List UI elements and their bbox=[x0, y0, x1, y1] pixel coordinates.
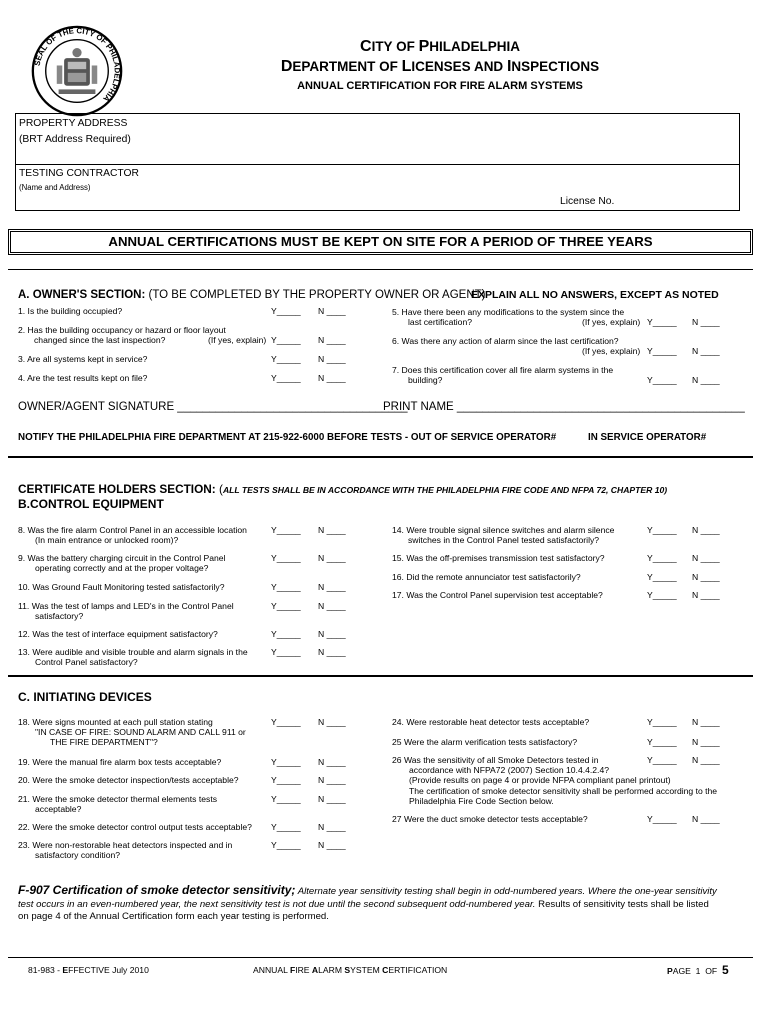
question-24: 24. Were restorable heat detector tests acceptable? bbox=[392, 717, 590, 727]
question-20: 20. Were the smoke detector inspection/tests acceptable? bbox=[18, 775, 239, 785]
form-title: ANNUAL CERTIFICATION FOR FIRE ALARM SYSTEMS bbox=[297, 80, 583, 92]
question-4: 4. Are the test results kept on file? bbox=[18, 373, 148, 383]
footer-form-number: 81-983 - EFFECTIVE July 2010 bbox=[28, 965, 149, 975]
q10-yes[interactable]: Y_____ bbox=[271, 582, 301, 592]
question-14: 14. Were trouble signal silence switches and alarm silence bbox=[392, 525, 615, 535]
question-10: 10. Was Ground Fault Monitoring tested satisfactorily? bbox=[18, 582, 225, 592]
question-27: 27 Were the duct smoke detector tests acceptable? bbox=[392, 814, 588, 824]
question-2-explain: (If yes, explain) bbox=[208, 335, 267, 345]
cert-section-title: CERTIFICATE HOLDERS SECTION: (ALL TESTS SHALL BE IN ACCORDANCE WITH THE PHILADELPHIA FIRE CODE AND NFPA 72, CHAPTER 10) bbox=[18, 482, 668, 496]
q3-no[interactable]: N ____ bbox=[318, 354, 346, 364]
q21-no[interactable]: N ____ bbox=[318, 794, 346, 804]
q4-yes[interactable]: Y_____ bbox=[271, 373, 301, 383]
question-23: 23. Were non-restorable heat detectors inspected and in bbox=[18, 840, 233, 850]
footer-divider bbox=[8, 957, 753, 958]
question-9-cont: operating correctly and at the proper voltage? bbox=[35, 563, 209, 573]
q21-yes[interactable]: Y_____ bbox=[271, 794, 301, 804]
q17-yes[interactable]: Y_____ bbox=[647, 590, 677, 600]
testing-contractor-label: TESTING CONTRACTOR bbox=[19, 168, 139, 179]
q27-no[interactable]: N ____ bbox=[692, 814, 720, 824]
header-department: DEPARTMENT OF LICENSES AND INSPECTIONS bbox=[280, 58, 600, 75]
q10-no[interactable]: N ____ bbox=[318, 582, 346, 592]
q6-yes[interactable]: Y_____ bbox=[647, 346, 677, 356]
q20-no[interactable]: N ____ bbox=[318, 775, 346, 785]
q11-yes[interactable]: Y_____ bbox=[271, 601, 301, 611]
question-25: 25 Were the alarm verification tests satisfactory? bbox=[392, 737, 578, 747]
q5-yes[interactable]: Y_____ bbox=[647, 317, 677, 327]
q13-no[interactable]: N ____ bbox=[318, 647, 346, 657]
city-seal-logo bbox=[31, 25, 123, 117]
q3-yes[interactable]: Y_____ bbox=[271, 354, 301, 364]
q17-no[interactable]: N ____ bbox=[692, 590, 720, 600]
q19-no[interactable]: N ____ bbox=[318, 757, 346, 767]
q13-yes[interactable]: Y_____ bbox=[271, 647, 301, 657]
question-2-cont: changed since the last inspection? bbox=[34, 335, 166, 345]
property-address-label: PROPERTY ADDRESS bbox=[19, 118, 128, 129]
q12-no[interactable]: N ____ bbox=[318, 629, 346, 639]
notify-fire-dept: NOTIFY THE PHILADELPHIA FIRE DEPARTMENT AT 215-922-6000 BEFORE TESTS - OUT OF SERVICE OPERATOR# bbox=[18, 432, 557, 443]
question-18: 18. Were signs mounted at each pull station stating bbox=[18, 717, 213, 727]
header-city: CITY OF PHILADELPHIA bbox=[360, 38, 520, 55]
question-5-explain: (If yes, explain) bbox=[582, 317, 641, 327]
q25-yes[interactable]: Y_____ bbox=[647, 737, 677, 747]
control-equipment-title: B.CONTROL EQUIPMENT bbox=[18, 497, 164, 511]
question-8-cont: (In main entrance or unlocked room)? bbox=[35, 535, 179, 545]
question-7: 7. Does this certification cover all fire alarm systems in the bbox=[392, 365, 614, 375]
banner-text: ANNUAL CERTIFICATIONS MUST BE KEPT ON SITE FOR A PERIOD OF THREE YEARS bbox=[108, 234, 653, 249]
question-26-cert-note2: Philadelphia Fire Code Section below. bbox=[409, 796, 554, 806]
q15-no[interactable]: N ____ bbox=[692, 553, 720, 563]
question-1: 1. Is the building occupied? bbox=[18, 306, 123, 316]
question-13: 13. Were audible and visible trouble and alarm signals in the bbox=[18, 647, 248, 657]
q4-no[interactable]: N ____ bbox=[318, 373, 346, 383]
section-divider bbox=[8, 675, 753, 677]
section-divider bbox=[8, 456, 753, 458]
question-18-cont: "IN CASE OF FIRE: SOUND ALARM AND CALL 911 or bbox=[35, 727, 246, 737]
question-8: 8. Was the fire alarm Control Panel in an accessible location bbox=[18, 525, 247, 535]
f907-note-line2: test occurs in an even-numbered year, the next sensitivity test is not due until the second subsequent odd-numbered year. Results of sensitivity tests shall be listed bbox=[18, 899, 709, 910]
q18-no[interactable]: N ____ bbox=[318, 717, 346, 727]
question-22: 22. Were the smoke detector control output tests acceptable? bbox=[18, 822, 252, 832]
question-2: 2. Has the building occupancy or hazard or floor layout bbox=[18, 325, 226, 335]
q6-no[interactable]: N ____ bbox=[692, 346, 720, 356]
q26-no[interactable]: N ____ bbox=[692, 755, 720, 765]
question-26-provide: (Provide results on page 4 or provide NFPA compliant panel printout) bbox=[409, 775, 671, 785]
question-16: 16. Did the remote annunciator test satisfactorily? bbox=[392, 572, 581, 582]
question-12: 12. Was the test of interface equipment satisfactory? bbox=[18, 629, 218, 639]
q20-yes[interactable]: Y_____ bbox=[271, 775, 301, 785]
q5-no[interactable]: N ____ bbox=[692, 317, 720, 327]
f907-note-line3: on page 4 of the Annual Certification form each year testing is performed. bbox=[18, 911, 329, 922]
q14-no[interactable]: N ____ bbox=[692, 525, 720, 535]
question-17: 17. Was the Control Panel supervision test acceptable? bbox=[392, 590, 603, 600]
footer-page-number: PAGE 1 OF 5 bbox=[667, 963, 729, 977]
q8-no[interactable]: N ____ bbox=[318, 525, 346, 535]
question-11: 11. Was the test of lamps and LED's in the Control Panel bbox=[18, 601, 234, 611]
in-service-operator: IN SERVICE OPERATOR# bbox=[588, 432, 707, 443]
q25-no[interactable]: N ____ bbox=[692, 737, 720, 747]
question-5-cont: last certification? bbox=[408, 317, 473, 327]
q23-yes[interactable]: Y_____ bbox=[271, 840, 301, 850]
question-21-cont: acceptable? bbox=[35, 804, 82, 814]
q15-yes[interactable]: Y_____ bbox=[647, 553, 677, 563]
q14-yes[interactable]: Y_____ bbox=[647, 525, 677, 535]
question-6: 6. Was there any action of alarm since the last certification? bbox=[392, 336, 619, 346]
question-26-cert-note: The certification of smoke detector sensitivity shall be performed according to the bbox=[409, 786, 718, 796]
question-15: 15. Was the off-premises transmission test satisfactory? bbox=[392, 553, 605, 563]
f907-note: F-907 Certification of smoke detector sensitivity; Alternate year sensitivity testing shall begin in odd-numbered years. Where the one-year sensitivity bbox=[18, 883, 717, 897]
svg-text:SEAL OF THE CITY OF PHILADELPH: SEAL OF THE CITY OF PHILADELPHIA bbox=[32, 26, 122, 104]
owner-section-title: A. OWNER'S SECTION: (TO BE COMPLETED BY THE PROPERTY OWNER OR AGENT) bbox=[18, 289, 486, 301]
question-13-cont: Control Panel satisfactory? bbox=[35, 657, 138, 667]
divider bbox=[8, 269, 753, 270]
footer-title: ANNUAL FIRE ALARM SYSTEM CERTIFICATION bbox=[253, 965, 448, 975]
q27-yes[interactable]: Y_____ bbox=[647, 814, 677, 824]
question-3: 3. Are all systems kept in service? bbox=[18, 354, 148, 364]
q1-yes[interactable]: Y_____ bbox=[271, 306, 301, 316]
q18-yes[interactable]: Y_____ bbox=[271, 717, 301, 727]
question-23-cont: satisfactory condition? bbox=[35, 850, 121, 860]
q19-yes[interactable]: Y_____ bbox=[271, 757, 301, 767]
q7-yes[interactable]: Y_____ bbox=[647, 375, 677, 385]
question-11-cont: satisfactory? bbox=[35, 611, 84, 621]
q22-no[interactable]: N ____ bbox=[318, 822, 346, 832]
question-19: 19. Were the manual fire alarm box tests acceptable? bbox=[18, 757, 222, 767]
q16-no[interactable]: N ____ bbox=[692, 572, 720, 582]
retention-banner bbox=[8, 229, 753, 255]
q8-yes[interactable]: Y_____ bbox=[271, 525, 301, 535]
q2-yes[interactable]: Y_____ bbox=[271, 335, 301, 345]
question-26: 26 Was the sensitivity of all Smoke Detectors tested in bbox=[392, 755, 599, 765]
initiating-devices-title: C. INITIATING DEVICES bbox=[18, 690, 152, 704]
q7-no[interactable]: N ____ bbox=[692, 375, 720, 385]
question-26-cont: accordance with NFPA72 (2007) Section 10.4.4.2.4? bbox=[409, 765, 610, 775]
owner-explain-note: EXPLAIN ALL NO ANSWERS, EXCEPT AS NOTED bbox=[471, 289, 719, 301]
print-name-field[interactable]: PRINT NAME _____________________________________________ bbox=[383, 401, 745, 413]
q24-yes[interactable]: Y_____ bbox=[647, 717, 677, 727]
name-address-note: (Name and Address) bbox=[19, 183, 91, 192]
q9-no[interactable]: N ____ bbox=[318, 553, 346, 563]
q1-no[interactable]: N ____ bbox=[318, 306, 346, 316]
question-7-cont: building? bbox=[408, 375, 443, 385]
owner-signature-field[interactable]: OWNER/AGENT SIGNATURE ____________________________________ bbox=[18, 401, 408, 413]
q12-yes[interactable]: Y_____ bbox=[271, 629, 301, 639]
question-5: 5. Have there been any modifications to the system since the bbox=[392, 307, 625, 317]
q23-no[interactable]: N ____ bbox=[318, 840, 346, 850]
license-label: License No. bbox=[560, 196, 615, 207]
q26-yes[interactable]: Y_____ bbox=[647, 755, 677, 765]
q2-no[interactable]: N ____ bbox=[318, 335, 346, 345]
question-9: 9. Was the battery charging circuit in the Control Panel bbox=[18, 553, 226, 563]
question-6-explain: (If yes, explain) bbox=[582, 346, 641, 356]
q24-no[interactable]: N ____ bbox=[692, 717, 720, 727]
brt-note: (BRT Address Required) bbox=[19, 134, 131, 145]
question-21: 21. Were the smoke detector thermal elements tests bbox=[18, 794, 218, 804]
q22-yes[interactable]: Y_____ bbox=[271, 822, 301, 832]
question-18-cont2: THE FIRE DEPARTMENT"? bbox=[50, 737, 158, 747]
q16-yes[interactable]: Y_____ bbox=[647, 572, 677, 582]
q11-no[interactable]: N ____ bbox=[318, 601, 346, 611]
q9-yes[interactable]: Y_____ bbox=[271, 553, 301, 563]
question-14-cont: switches in the Control Panel tested satisfactorily? bbox=[408, 535, 600, 545]
